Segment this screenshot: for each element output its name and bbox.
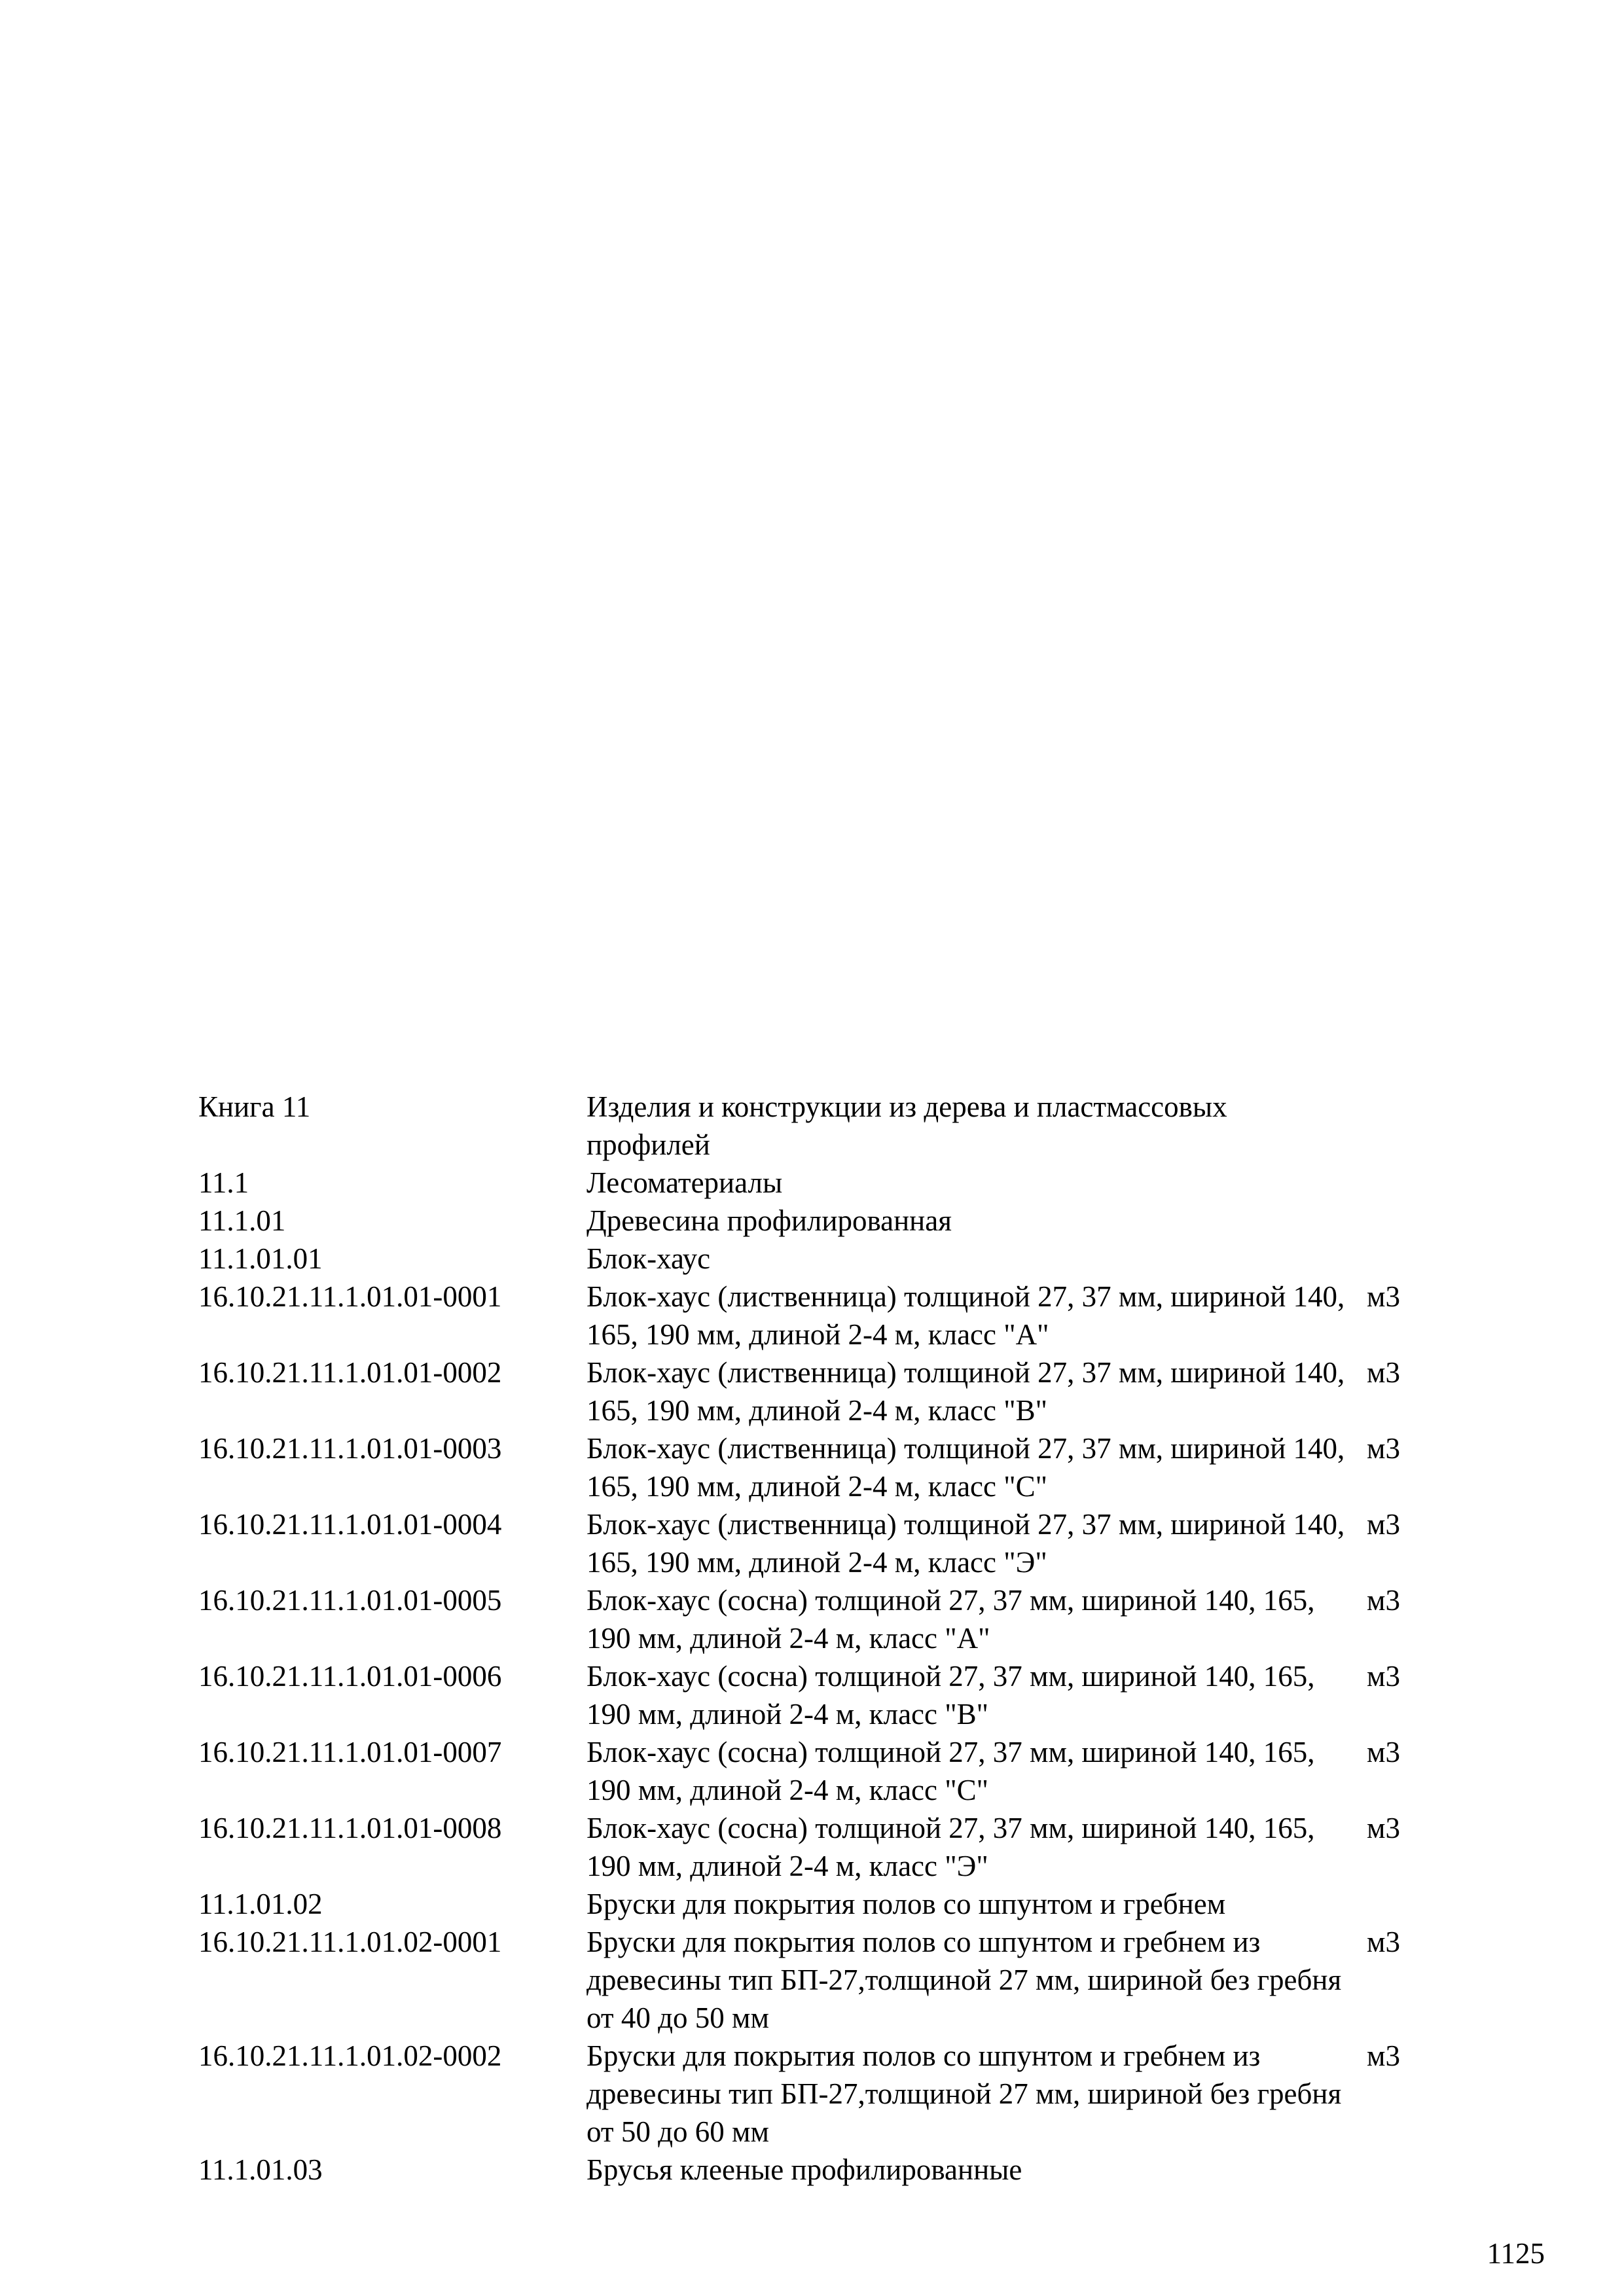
row-code: 11.1.01.03 — [198, 2153, 323, 2186]
row-code: 16.10.21.11.1.01.01-0008 — [198, 1812, 502, 1844]
row-name: Блок-хаус (сосна) толщиной 27, 37 мм, шириной 140, 165, 190 мм, длиной 2-4 м, класс "С" — [586, 1736, 1315, 1806]
row-code: 16.10.21.11.1.01.01-0004 — [198, 1508, 502, 1541]
catalog-row-subgroup — [198, 2151, 1442, 2189]
catalog-row-item — [198, 1657, 1442, 1733]
row-unit: м3 — [1367, 1508, 1400, 1541]
row-name: Бруски для покрытия полов со шпунтом и гребнем из древесины тип БП-27,толщиной 27 мм, шириной без гребня от 50 до 60 мм — [586, 2039, 1342, 2148]
row-code: 16.10.21.11.1.01.02-0002 — [198, 2039, 502, 2072]
row-unit: м3 — [1367, 1736, 1400, 1768]
row-unit: м3 — [1367, 1432, 1400, 1465]
row-unit — [1360, 2151, 1442, 2189]
catalog-row-item — [198, 1809, 1442, 1885]
row-name: Блок-хаус (лиственница) толщиной 27, 37 мм, шириной 140, 165, 190 мм, длиной 2-4 м, класс "Э" — [586, 1508, 1345, 1579]
row-unit — [1360, 1240, 1442, 1278]
row-unit — [1360, 1885, 1442, 1923]
catalog-row-item — [198, 1923, 1442, 2037]
catalog-row-section — [198, 1164, 1442, 1202]
row-unit: м3 — [1367, 1812, 1400, 1844]
row-name: Бруски для покрытия полов со шпунтом и гребнем — [586, 1888, 1226, 1920]
row-code: 11.1.01.01 — [198, 1242, 323, 1275]
catalog-row-book — [198, 1088, 1442, 1164]
row-name: Блок-хаус (сосна) толщиной 27, 37 мм, шириной 140, 165, 190 мм, длиной 2-4 м, класс "Э" — [586, 1812, 1315, 1882]
row-unit: м3 — [1367, 1926, 1400, 1958]
row-name: Блок-хаус — [586, 1242, 711, 1275]
row-code: 11.1 — [198, 1166, 249, 1199]
row-unit — [1360, 1202, 1442, 1240]
row-name: Лесоматериалы — [586, 1166, 783, 1199]
row-name: Древесина профилированная — [586, 1204, 952, 1237]
row-code: 16.10.21.11.1.01.01-0006 — [198, 1660, 502, 1693]
catalog-row-item — [198, 1354, 1442, 1429]
row-name: Изделия и конструкции из дерева и пластмассовых профилей — [586, 1090, 1227, 1161]
catalog-table — [198, 1088, 1442, 2189]
row-code: 16.10.21.11.1.01.01-0001 — [198, 1280, 502, 1313]
catalog-row-item — [198, 1581, 1442, 1657]
row-name: Блок-хаус (лиственница) толщиной 27, 37 мм, шириной 140, 165, 190 мм, длиной 2-4 м, класс "С" — [586, 1432, 1345, 1503]
row-code: 16.10.21.11.1.01.01-0002 — [198, 1356, 502, 1389]
catalog-row-item — [198, 1429, 1442, 1505]
catalog-row-item — [198, 1505, 1442, 1581]
row-unit: м3 — [1367, 1660, 1400, 1693]
row-code: 11.1.01.02 — [198, 1888, 323, 1920]
row-unit: м3 — [1367, 1356, 1400, 1389]
row-name: Бруски для покрытия полов со шпунтом и гребнем из древесины тип БП-27,толщиной 27 мм, шириной без гребня от 40 до 50 мм — [586, 1926, 1342, 2034]
row-code: 16.10.21.11.1.01.01-0007 — [198, 1736, 502, 1768]
row-name: Блок-хаус (сосна) толщиной 27, 37 мм, шириной 140, 165, 190 мм, длиной 2-4 м, класс "А" — [586, 1584, 1315, 1655]
row-code: 16.10.21.11.1.01.01-0003 — [198, 1432, 502, 1465]
catalog-row-subgroup — [198, 1885, 1442, 1923]
catalog-row-subgroup — [198, 1240, 1442, 1278]
page-number: 1125 — [1487, 2237, 1545, 2270]
row-unit: м3 — [1367, 1280, 1400, 1313]
row-code: 16.10.21.11.1.01.02-0001 — [198, 1926, 502, 1958]
row-code: 16.10.21.11.1.01.01-0005 — [198, 1584, 502, 1617]
row-unit — [1360, 1164, 1442, 1202]
row-name: Блок-хаус (сосна) толщиной 27, 37 мм, шириной 140, 165, 190 мм, длиной 2-4 м, класс "В" — [586, 1660, 1315, 1731]
catalog-row-group — [198, 1202, 1442, 1240]
row-unit: м3 — [1367, 2039, 1400, 2072]
row-unit — [1360, 1088, 1442, 1164]
row-name: Блок-хаус (лиственница) толщиной 27, 37 мм, шириной 140, 165, 190 мм, длиной 2-4 м, класс "А" — [586, 1280, 1345, 1351]
catalog-row-item — [198, 1278, 1442, 1354]
catalog-row-item — [198, 2037, 1442, 2151]
row-code: Книга 11 — [198, 1090, 311, 1123]
row-name: Брусья клееные профилированные — [586, 2153, 1022, 2186]
row-unit: м3 — [1367, 1584, 1400, 1617]
row-code: 11.1.01 — [198, 1204, 286, 1237]
row-name: Блок-хаус (лиственница) толщиной 27, 37 мм, шириной 140, 165, 190 мм, длиной 2-4 м, класс "В" — [586, 1356, 1345, 1427]
catalog-row-item — [198, 1733, 1442, 1809]
